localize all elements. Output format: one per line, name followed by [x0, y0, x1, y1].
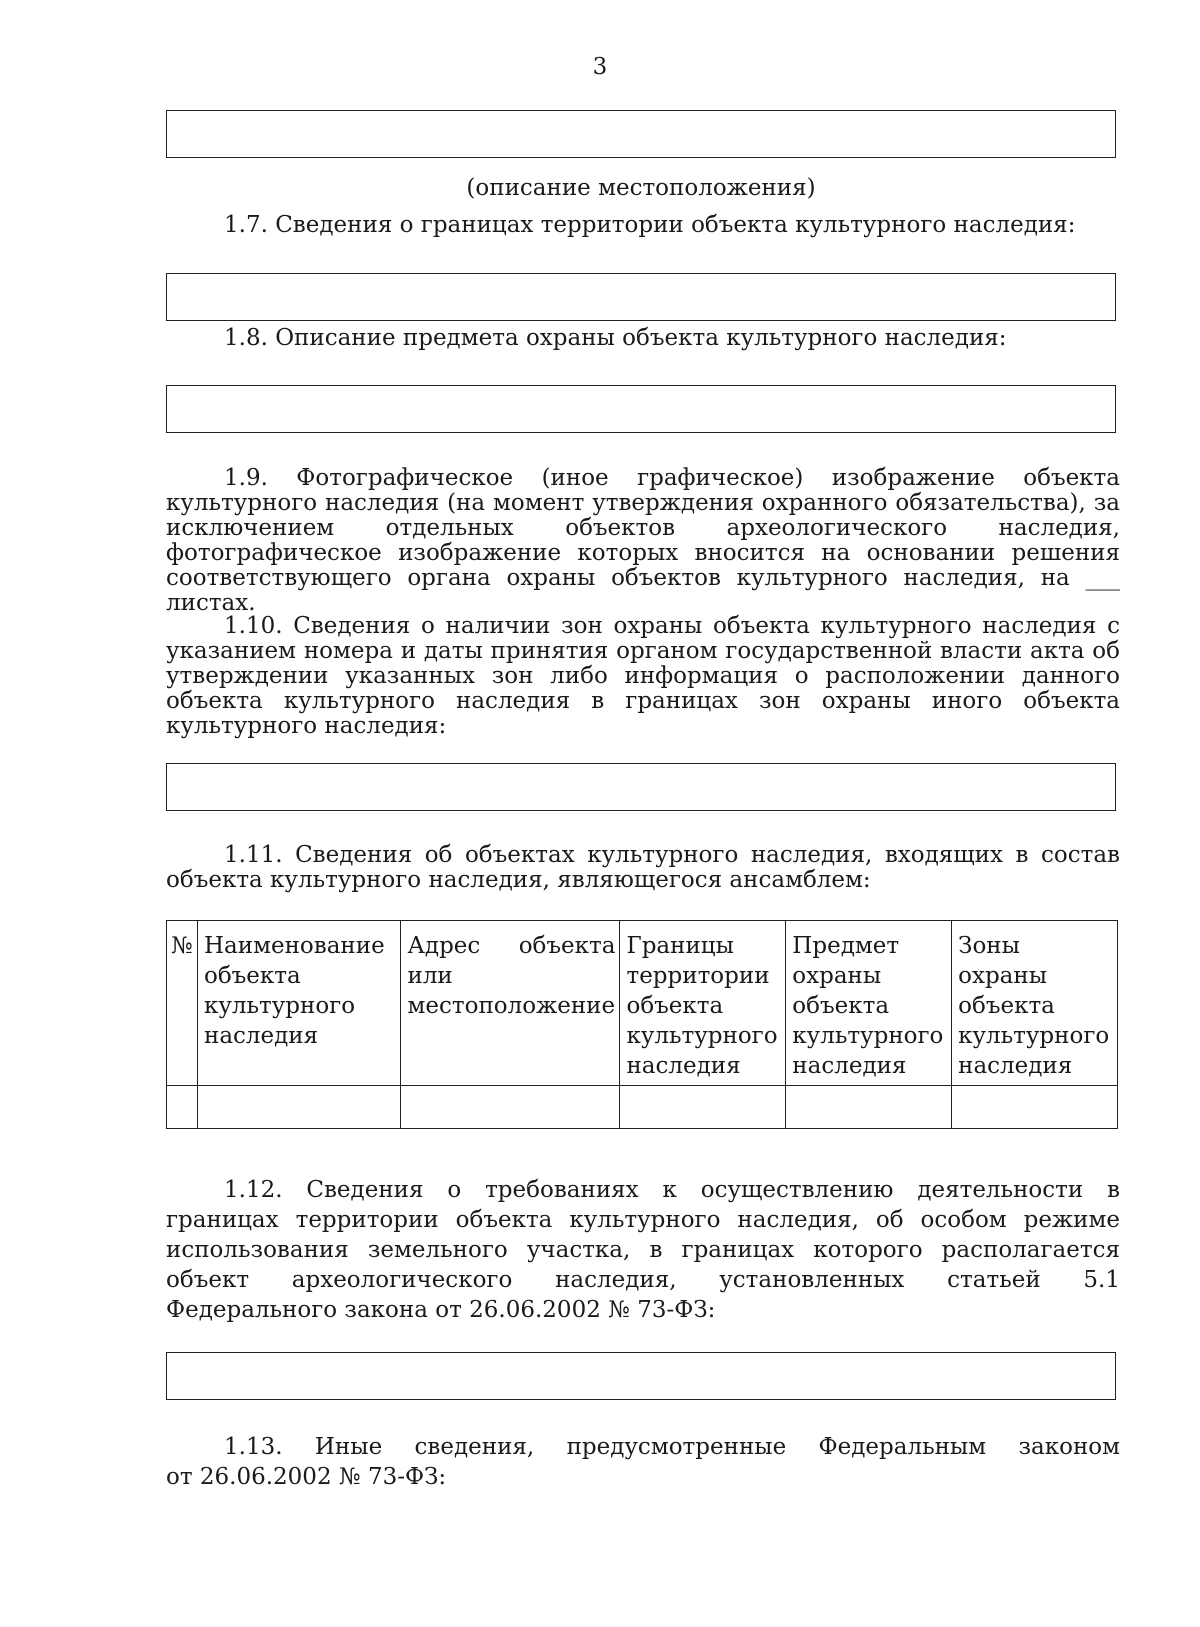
header-address: [401, 921, 620, 1086]
header-protection-zones: Зоны охраны объекта культурного наследия: [952, 921, 1118, 1086]
section-1-13-word: Федеральным: [818, 1434, 987, 1460]
territory-borders-box[interactable]: [166, 273, 1116, 321]
cell-object-name[interactable]: [197, 1086, 401, 1129]
section-1-7: [166, 213, 1120, 238]
header-territory-borders: Границы территории объекта культурного наследия: [620, 921, 786, 1086]
page-number: 3: [592, 54, 608, 80]
section-1-8: [166, 326, 1120, 351]
location-caption: (описание местоположения): [466, 175, 816, 201]
activity-requirements-box[interactable]: [166, 1352, 1116, 1400]
section-1-13: [166, 1432, 1120, 1492]
section-1-9: [166, 466, 1120, 616]
header-object-name: Наименование объекта культурного наследия: [197, 921, 401, 1086]
section-1-11-text: 1.11. Сведения об объектах культурного наследия, входящих в состав объекта культурного наследия, являющегося ансамблем:: [166, 842, 1120, 893]
section-1-13-word: 1.13.: [224, 1434, 283, 1460]
table-row: [167, 1086, 1118, 1129]
section-1-11: [166, 843, 1120, 893]
section-1-13-line2: от 26.06.2002 № 73-ФЗ:: [166, 1464, 447, 1490]
ensemble-objects-table: [166, 920, 1118, 1129]
cell-territory-borders[interactable]: [620, 1086, 786, 1129]
header-address-line1: [407, 931, 615, 961]
location-description-box[interactable]: [166, 110, 1116, 158]
section-1-13-word: предусмотренные: [566, 1434, 787, 1460]
protection-zones-box[interactable]: [166, 763, 1116, 811]
header-number: №: [167, 921, 198, 1086]
header-address-word2: объекта: [518, 933, 616, 959]
cell-protection-zones[interactable]: [952, 1086, 1118, 1129]
section-1-10-text: 1.10. Сведения о наличии зон охраны объекта культурного наследия с указанием номера и даты принятия органом государственной власти акта об утверждении указанных зон либо информация о расположении данного объекта культурного наследия в границах зон охраны иного объекта культурного наследия:: [166, 613, 1120, 739]
section-1-8-text: 1.8. Описание предмета охраны объекта культурного наследия:: [224, 325, 1007, 351]
cell-protection-subject[interactable]: [786, 1086, 952, 1129]
cell-number[interactable]: [167, 1086, 198, 1129]
section-1-12: [166, 1175, 1120, 1325]
section-1-13-word: законом: [1018, 1434, 1121, 1460]
table-header-row: [167, 921, 1118, 1086]
section-1-13-word: Иные: [314, 1434, 383, 1460]
header-address-word1: Адрес: [407, 933, 481, 959]
section-1-12-text: 1.12. Сведения о требованиях к осуществлению деятельности в границах территории объекта культурного наследия, об особом режиме использования земельного участка, в границах которого располагается объект археологического наследия, установленных статьей 5.1 Федерального закона от 26.06.2002 № 73-ФЗ:: [166, 1177, 1120, 1323]
section-1-13-word: сведения,: [414, 1434, 535, 1460]
section-1-7-text: 1.7. Сведения о границах территории объекта культурного наследия:: [224, 212, 1076, 238]
header-address-rest: или местоположение: [407, 963, 616, 1019]
section-1-13-line1: [166, 1432, 1120, 1462]
cell-address[interactable]: [401, 1086, 620, 1129]
section-1-10: [166, 614, 1120, 739]
header-protection-subject: Предмет охраны объекта культурного наследия: [786, 921, 952, 1086]
section-1-9-text: 1.9. Фотографическое (иное графическое) изображение объекта культурного наследия (на момент утверждения охранного обязательства), за исключением отдельных объектов археологического наследия, фотографическое изображение которых вносится на основании решения соответствующего органа охраны объектов культурного наследия, на ___ листах.: [166, 465, 1120, 616]
protection-subject-box[interactable]: [166, 385, 1116, 433]
